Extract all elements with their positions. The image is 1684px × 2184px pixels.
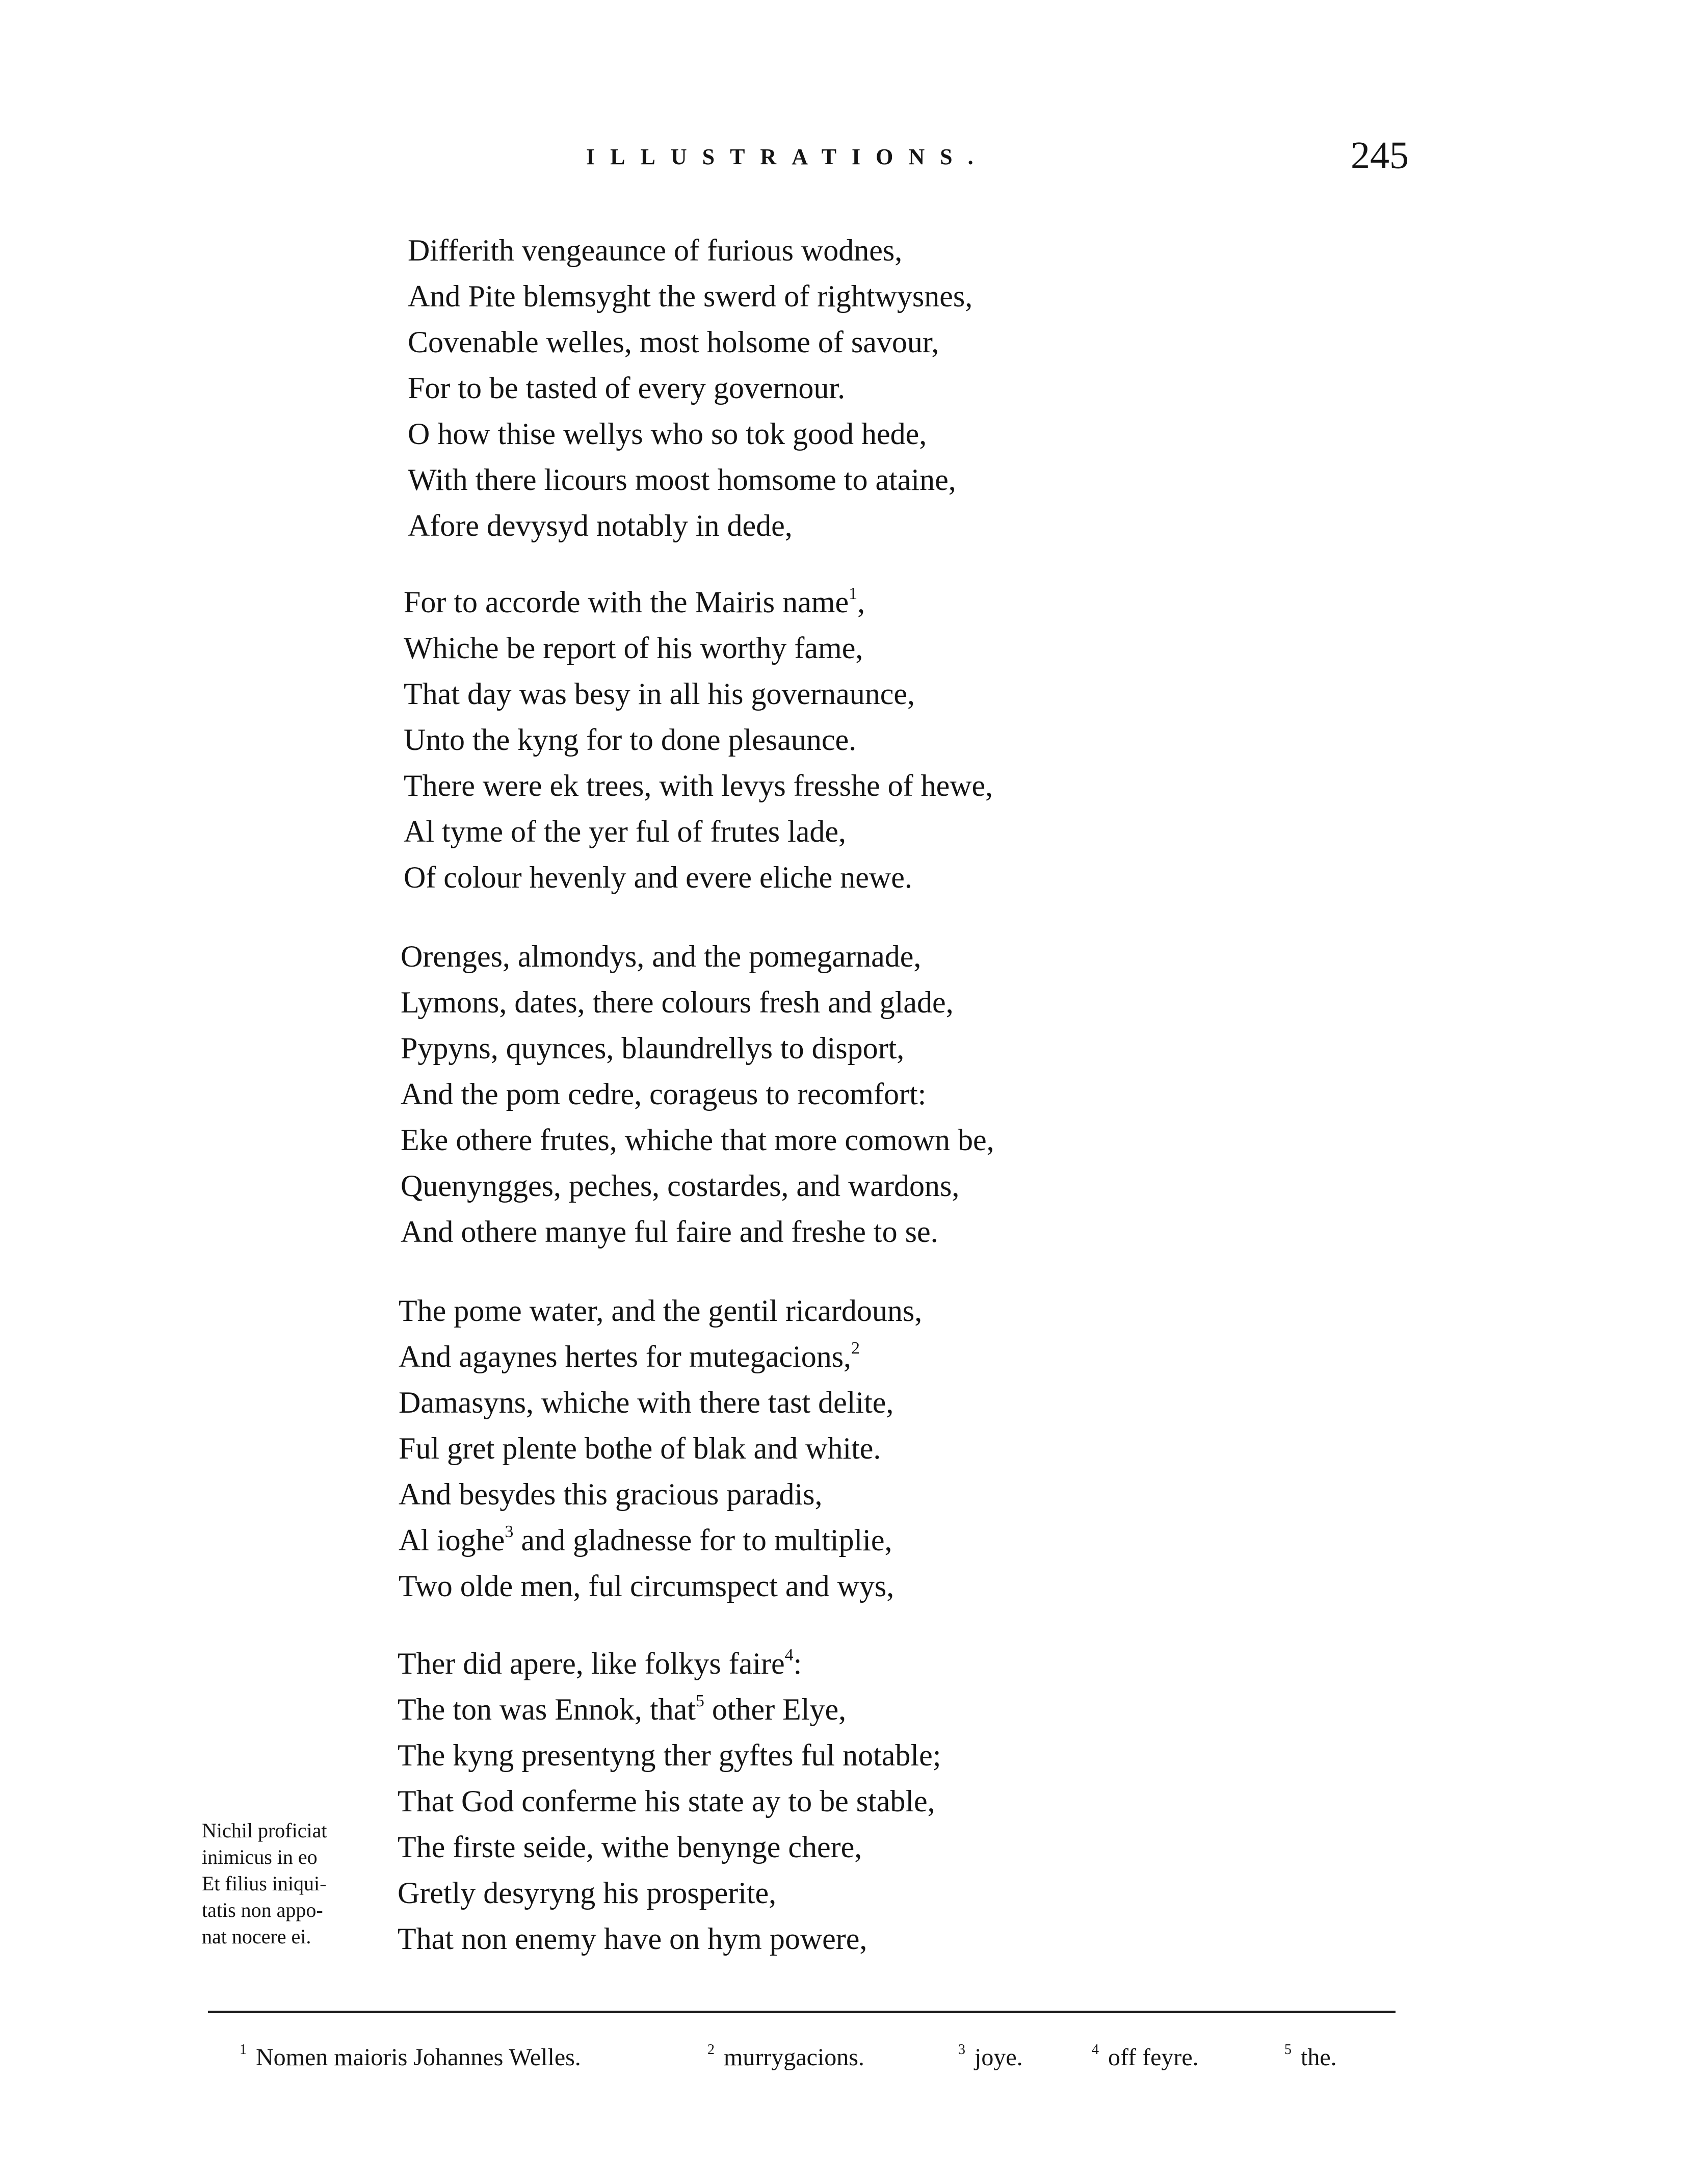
verse-line: The pome water, and the gentil ricardouns, [399,1294,923,1328]
footnote-marker: 3 [505,1522,514,1541]
footnote-number: 2 [707,2042,715,2058]
footnotes [0,2037,1684,2078]
verse-line: Two olde men, ful circumspect and wys, [399,1569,894,1603]
verse-line: The kyng presentyng ther gyftes ful notable; [398,1738,941,1772]
verse-line: Differith vengeaunce of furious wodnes, [408,233,903,267]
verse-line: Whiche be report of his worthy fame, [404,631,863,665]
stanza-1 [408,227,972,549]
marginal-note-line: Et filius iniqui- [202,1872,327,1895]
verse-line: Of colour hevenly and evere eliche newe. [404,861,912,894]
footnote-marker: 5 [695,1692,704,1710]
verse-line: That non enemy have on hym powere, [398,1922,867,1956]
verse-line: And othere manye ful faire and freshe to se. [401,1215,938,1249]
verse-line: For to accorde with the Mairis name$^1$, [404,584,865,619]
verse-line: The firste seide, withe benynge chere, [398,1830,862,1864]
verse-line: With there licours moost homsome to ataine, [408,463,956,497]
verse-line: The ton was Ennok, that$^5$ other Elye, [398,1692,847,1726]
footnote-number: 5 [1284,2042,1292,2058]
footnote-3: $^3$ joye. [958,2042,1023,2071]
verse-line: Lymons, dates, there colours fresh and glade, [401,985,954,1019]
footnote-number: 3 [958,2042,965,2058]
verse-line: And Pite blemsyght the swerd of rightwysnes, [408,279,973,313]
verse-line: Unto the kyng for to done plesaunce. [404,723,857,757]
footnote-divider [208,2011,1396,2013]
verse-line: And besydes this gracious paradis, [399,1477,823,1511]
footnote-1: $^1$ Nomen maioris Johannes Welles. [240,2042,581,2071]
verse-line: Ful gret plente bothe of blak and white. [399,1432,881,1465]
verse-line: Ther did apere, like folkys faire$^4$: [398,1646,802,1680]
stanza-5 [398,1641,941,1962]
verse-line: Al tyme of the yer ful of frutes lade, [404,815,847,848]
stanza-3 [401,933,994,1255]
footnote-marker: 2 [851,1339,860,1358]
stanza-2 [404,579,993,900]
verse-line: For to be tasted of every governour. [408,371,846,405]
verse-line: Covenable welles, most holsome of savour, [408,325,939,359]
verse-line: Eke othere frutes, whiche that more comown be, [401,1123,994,1157]
marginal-note-line: inimicus in eo [202,1845,318,1868]
verse-line: Quenyngges, peches, costardes, and wardons, [401,1169,960,1203]
stanza-4 [399,1288,922,1609]
footnote-number: 1 [240,2042,247,2058]
running-header-title: ILLUSTRATIONS. [586,144,989,169]
verse-line: And agaynes hertes for mutegacions,$^2$ [399,1339,860,1373]
verse-line: Gretly desyryng his prosperite, [398,1876,777,1910]
verse-line: Damasyns, whiche with there tast delite, [399,1386,894,1419]
verse-line: Afore devysyd notably in dede, [408,509,793,542]
footnote-4: $^4$ off feyre. [1092,2042,1199,2071]
marginal-note-line: tatis non appo- [202,1899,323,1921]
verse-line: Al ioghe$^3$ and gladnesse for to multiplie, [399,1522,892,1557]
verse-line: Pypyns, quynces, blaundrellys to disport, [401,1031,905,1065]
verse-line: Orenges, almondys, and the pomegarnade, [401,940,922,973]
marginal-note [202,1817,375,1950]
page-number: 245 [1351,134,1409,177]
verse-line: That day was besy in all his governaunce, [404,677,915,711]
verse-line: That God conferme his state ay to be stable, [398,1784,935,1818]
footnote-marker: 1 [849,584,858,603]
footnote-marker: 4 [784,1646,794,1665]
marginal-note-line: Nichil proficiat [202,1819,327,1842]
verse-line: There were ek trees, with levys fresshe of hewe, [404,769,993,802]
footnote-5: $^5$ the. [1284,2042,1337,2071]
footnote-number: 4 [1092,2042,1099,2058]
verse-line: O how thise wellys who so tok good hede, [408,417,927,451]
marginal-note-line: nat nocere ei. [202,1925,311,1948]
footnote-2: $^2$ murrygacions. [707,2042,864,2071]
verse-line: And the pom cedre, corageus to recomfort: [401,1077,927,1111]
